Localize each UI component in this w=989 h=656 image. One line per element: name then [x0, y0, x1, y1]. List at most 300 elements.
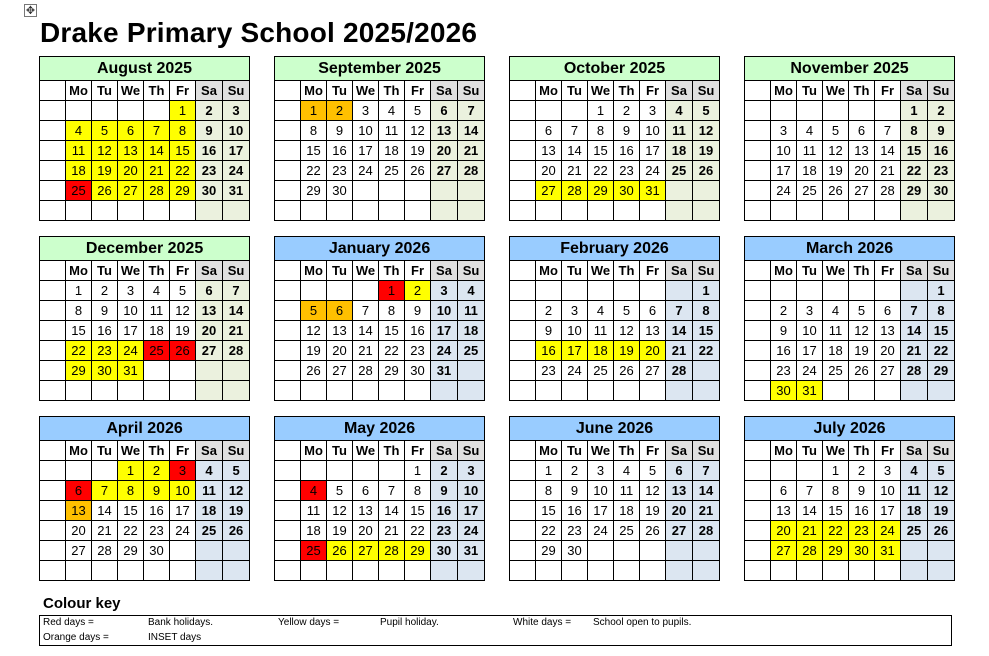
calendar-day: 17: [588, 501, 614, 521]
calendar-empty-cell: [666, 541, 693, 561]
calendar-day: 16: [536, 341, 562, 361]
weekday-header: Th: [144, 81, 170, 101]
week-row-label-cell: [40, 461, 66, 481]
weekday-header: We: [823, 81, 849, 101]
calendar-day: 4: [666, 101, 693, 121]
calendar-day: 10: [640, 121, 666, 141]
week-row-label-cell: [275, 101, 301, 121]
calendar-day: 2: [92, 281, 118, 301]
calendar-empty-cell: [875, 101, 901, 121]
calendar-day: 8: [379, 301, 405, 321]
week-row-label-cell: [40, 341, 66, 361]
calendar-day: 30: [771, 381, 797, 401]
calendar-day: 7: [901, 301, 928, 321]
weekday-header: Su: [223, 81, 250, 101]
week-row-label-cell: [275, 161, 301, 181]
weekday-header: Fr: [170, 261, 196, 281]
calendar-day: 21: [666, 341, 693, 361]
calendar-empty-cell: [771, 101, 797, 121]
calendar-day: 8: [170, 121, 196, 141]
calendar-day: 13: [640, 321, 666, 341]
calendar-day: 15: [536, 501, 562, 521]
calendar-empty-cell: [144, 101, 170, 121]
calendar-empty-cell: [92, 101, 118, 121]
calendar-day: 18: [144, 321, 170, 341]
calendar-empty-cell: [66, 561, 92, 581]
week-row-label-cell: [275, 181, 301, 201]
calendar-empty-cell: [771, 201, 797, 221]
week-row-label-cell: [745, 521, 771, 541]
calendar-day: 2: [614, 101, 640, 121]
calendar-empty-cell: [928, 201, 955, 221]
week-row-label-cell: [275, 341, 301, 361]
week-row-label-cell: [40, 121, 66, 141]
calendar-empty-cell: [849, 101, 875, 121]
calendar-day: 19: [92, 161, 118, 181]
calendar-empty-cell: [588, 381, 614, 401]
calendar-day: 25: [301, 541, 327, 561]
weekday-header: Su: [223, 261, 250, 281]
calendar-day: 3: [118, 281, 144, 301]
key-red-desc: Bank holidays.: [148, 617, 214, 628]
calendar-day: 18: [823, 341, 849, 361]
calendar-day: 16: [928, 141, 955, 161]
calendar-day: 5: [170, 281, 196, 301]
calendar-empty-cell: [614, 381, 640, 401]
month-title: December 2025: [40, 237, 250, 261]
calendar-day: 24: [223, 161, 250, 181]
calendar-day: 24: [588, 521, 614, 541]
weekday-header: Tu: [327, 81, 353, 101]
calendar-empty-cell: [588, 281, 614, 301]
weekday-header: Sa: [666, 441, 693, 461]
calendar-empty-cell: [666, 181, 693, 201]
calendar-empty-cell: [875, 281, 901, 301]
weekday-header: Th: [849, 81, 875, 101]
month-calendar: [39, 236, 249, 401]
calendar-day: 28: [353, 361, 379, 381]
calendar-empty-cell: [640, 381, 666, 401]
calendar-empty-cell: [797, 281, 823, 301]
calendar-day: 23: [196, 161, 223, 181]
calendar-day: 26: [693, 161, 720, 181]
calendar-day: 9: [196, 121, 223, 141]
calendar-day: 19: [823, 161, 849, 181]
calendar-day: 15: [301, 141, 327, 161]
calendar-day: 27: [875, 361, 901, 381]
calendar-day: 3: [431, 281, 458, 301]
calendar-day: 2: [536, 301, 562, 321]
calendar-day: 26: [928, 521, 955, 541]
month-title: March 2026: [745, 237, 955, 261]
calendar-empty-cell: [118, 381, 144, 401]
week-row-label-cell: [745, 121, 771, 141]
week-row-label-cell: [275, 201, 301, 221]
week-row-label-cell: [275, 141, 301, 161]
weekday-header: Th: [379, 81, 405, 101]
calendar-day: 28: [458, 161, 485, 181]
calendar-day: 30: [849, 541, 875, 561]
calendar-empty-cell: [327, 281, 353, 301]
table-move-handle-icon[interactable]: ✥: [25, 4, 36, 17]
calendar-day: 4: [458, 281, 485, 301]
calendar-empty-cell: [640, 201, 666, 221]
calendar-empty-cell: [640, 281, 666, 301]
weekday-header: Su: [693, 441, 720, 461]
calendar-empty-cell: [693, 541, 720, 561]
weekday-corner-cell: [745, 81, 771, 101]
calendar-day: 15: [170, 141, 196, 161]
month-calendar: [744, 236, 954, 401]
weekday-header: Su: [693, 81, 720, 101]
weekday-header: Mo: [301, 441, 327, 461]
weekday-header: Th: [849, 261, 875, 281]
week-row-label-cell: [275, 501, 301, 521]
calendar-empty-cell: [458, 201, 485, 221]
calendar-day: 29: [536, 541, 562, 561]
week-row-label-cell: [40, 321, 66, 341]
week-row-label-cell: [745, 101, 771, 121]
calendar-day: 8: [588, 121, 614, 141]
calendar-day: 19: [640, 501, 666, 521]
calendar-day: 11: [614, 481, 640, 501]
calendar-day: 27: [431, 161, 458, 181]
weekday-header: Fr: [640, 441, 666, 461]
calendar-day: 10: [223, 121, 250, 141]
calendar-day: 11: [797, 141, 823, 161]
calendar-day: 24: [118, 341, 144, 361]
calendar-day: 9: [562, 481, 588, 501]
calendar-empty-cell: [353, 181, 379, 201]
week-row-label-cell: [510, 181, 536, 201]
week-row-label-cell: [745, 201, 771, 221]
weekday-corner-cell: [40, 441, 66, 461]
calendar-day: 14: [693, 481, 720, 501]
calendar-day: 21: [875, 161, 901, 181]
weekday-header: We: [118, 441, 144, 461]
calendar-empty-cell: [901, 541, 928, 561]
weekday-header: Tu: [92, 261, 118, 281]
calendar-day: 31: [431, 361, 458, 381]
calendar-day: 5: [849, 301, 875, 321]
calendar-day: 1: [170, 101, 196, 121]
calendar-empty-cell: [327, 381, 353, 401]
calendar-day: 11: [458, 301, 485, 321]
weekday-header: Fr: [405, 441, 431, 461]
calendar-day: 27: [196, 341, 223, 361]
calendar-day: 30: [92, 361, 118, 381]
calendar-empty-cell: [66, 461, 92, 481]
calendar-day: 13: [327, 321, 353, 341]
calendar-empty-cell: [928, 541, 955, 561]
calendar-empty-cell: [666, 281, 693, 301]
calendar-day: 14: [144, 141, 170, 161]
calendar-day: 22: [588, 161, 614, 181]
week-row-label-cell: [275, 481, 301, 501]
calendar-empty-cell: [379, 181, 405, 201]
calendar-day: 13: [875, 321, 901, 341]
weekday-header: Th: [144, 261, 170, 281]
calendar-empty-cell: [458, 561, 485, 581]
calendar-day: 23: [92, 341, 118, 361]
calendar-empty-cell: [562, 201, 588, 221]
calendar-empty-cell: [588, 201, 614, 221]
weekday-header: Su: [458, 441, 485, 461]
calendar-empty-cell: [405, 381, 431, 401]
month-calendar: [39, 416, 249, 581]
weekday-header: We: [823, 441, 849, 461]
month-calendar: [509, 236, 719, 401]
calendar-day: 8: [928, 301, 955, 321]
calendar-day: 18: [588, 341, 614, 361]
calendar-day: 18: [614, 501, 640, 521]
calendar-empty-cell: [223, 381, 250, 401]
calendar-day: 25: [588, 361, 614, 381]
week-row-label-cell: [510, 121, 536, 141]
calendar-day: 17: [353, 141, 379, 161]
week-row-label-cell: [745, 341, 771, 361]
weekday-header: We: [353, 81, 379, 101]
calendar-day: 23: [536, 361, 562, 381]
week-row-label-cell: [745, 461, 771, 481]
calendar-day: 19: [405, 141, 431, 161]
month-title: February 2026: [510, 237, 720, 261]
calendar-day: 6: [353, 481, 379, 501]
calendar-empty-cell: [196, 561, 223, 581]
calendar-day: 1: [588, 101, 614, 121]
calendar-day: 6: [66, 481, 92, 501]
month-calendar: [274, 56, 484, 221]
calendar-empty-cell: [797, 461, 823, 481]
calendar-empty-cell: [353, 461, 379, 481]
calendar-day: 30: [431, 541, 458, 561]
calendar-day: 6: [640, 301, 666, 321]
calendar-day: 6: [875, 301, 901, 321]
calendar-day: 21: [562, 161, 588, 181]
weekday-header: Tu: [562, 261, 588, 281]
weekday-header: Fr: [640, 81, 666, 101]
calendar-day: 26: [301, 361, 327, 381]
calendar-day: 14: [666, 321, 693, 341]
calendar-day: 7: [353, 301, 379, 321]
calendar-empty-cell: [66, 201, 92, 221]
calendar-day: 17: [875, 501, 901, 521]
calendar-day: 29: [588, 181, 614, 201]
calendar-day: 28: [562, 181, 588, 201]
calendar-day: 6: [666, 461, 693, 481]
calendar-day: 29: [928, 361, 955, 381]
calendar-day: 9: [144, 481, 170, 501]
calendar-day: 5: [301, 301, 327, 321]
calendar-day: 26: [327, 541, 353, 561]
calendar-empty-cell: [170, 561, 196, 581]
calendar-day: 7: [92, 481, 118, 501]
calendar-day: 25: [666, 161, 693, 181]
calendar-day: 4: [823, 301, 849, 321]
calendar-day: 22: [823, 521, 849, 541]
calendar-day: 19: [170, 321, 196, 341]
calendar-day: 15: [66, 321, 92, 341]
calendar-day: 21: [92, 521, 118, 541]
calendar-empty-cell: [823, 281, 849, 301]
calendar-empty-cell: [170, 541, 196, 561]
calendar-day: 12: [823, 141, 849, 161]
calendar-day: 1: [118, 461, 144, 481]
week-row-label-cell: [275, 281, 301, 301]
weekday-header: Fr: [405, 81, 431, 101]
weekday-header: Mo: [301, 261, 327, 281]
calendar-empty-cell: [797, 201, 823, 221]
calendar-day: 5: [928, 461, 955, 481]
calendar-day: 7: [562, 121, 588, 141]
calendar-day: 1: [379, 281, 405, 301]
month-title: May 2026: [275, 417, 485, 441]
week-row-label-cell: [40, 381, 66, 401]
week-row-label-cell: [745, 481, 771, 501]
calendar-day: 10: [771, 141, 797, 161]
calendar-day: 15: [118, 501, 144, 521]
calendar-day: 27: [327, 361, 353, 381]
month-calendar: [274, 416, 484, 581]
calendar-day: 12: [640, 481, 666, 501]
month-title: August 2025: [40, 57, 250, 81]
calendar-day: 9: [928, 121, 955, 141]
calendar-empty-cell: [458, 181, 485, 201]
calendar-day: 23: [144, 521, 170, 541]
month-title: September 2025: [275, 57, 485, 81]
calendar-empty-cell: [92, 381, 118, 401]
calendar-day: 8: [693, 301, 720, 321]
calendar-day: 2: [771, 301, 797, 321]
calendar-empty-cell: [301, 381, 327, 401]
calendar-day: 28: [223, 341, 250, 361]
calendar-empty-cell: [196, 541, 223, 561]
calendar-empty-cell: [431, 561, 458, 581]
calendar-day: 13: [771, 501, 797, 521]
weekday-header: Fr: [405, 261, 431, 281]
calendar-empty-cell: [823, 201, 849, 221]
calendar-day: 15: [405, 501, 431, 521]
calendar-empty-cell: [431, 381, 458, 401]
calendar-day: 25: [196, 521, 223, 541]
calendar-day: 12: [327, 501, 353, 521]
calendar-day: 7: [379, 481, 405, 501]
calendar-day: 11: [901, 481, 928, 501]
week-row-label-cell: [40, 301, 66, 321]
weekday-header: Mo: [301, 81, 327, 101]
calendar-day: 31: [875, 541, 901, 561]
calendar-day: 31: [118, 361, 144, 381]
calendar-day: 8: [66, 301, 92, 321]
calendar-day: 29: [823, 541, 849, 561]
calendar-day: 29: [170, 181, 196, 201]
week-row-label-cell: [275, 361, 301, 381]
weekday-header: Mo: [771, 261, 797, 281]
calendar-empty-cell: [536, 281, 562, 301]
week-row-label-cell: [510, 381, 536, 401]
week-row-label-cell: [275, 121, 301, 141]
calendar-day: 9: [614, 121, 640, 141]
calendar-day: 27: [536, 181, 562, 201]
calendar-day: 16: [562, 501, 588, 521]
calendar-day: 30: [928, 181, 955, 201]
calendar-day: 23: [928, 161, 955, 181]
calendar-day: 6: [196, 281, 223, 301]
weekday-header: We: [823, 261, 849, 281]
calendar-day: 12: [170, 301, 196, 321]
weekday-corner-cell: [510, 441, 536, 461]
calendar-empty-cell: [693, 561, 720, 581]
calendar-day: 3: [797, 301, 823, 321]
week-row-label-cell: [275, 321, 301, 341]
calendar-day: 9: [92, 301, 118, 321]
calendar-day: 11: [66, 141, 92, 161]
calendar-day: 11: [588, 321, 614, 341]
week-row-label-cell: [40, 501, 66, 521]
calendar-empty-cell: [327, 461, 353, 481]
weekday-header: Sa: [901, 81, 928, 101]
weekday-header: Mo: [536, 261, 562, 281]
calendar-day: 5: [614, 301, 640, 321]
calendar-day: 17: [640, 141, 666, 161]
week-row-label-cell: [745, 321, 771, 341]
calendar-day: 3: [223, 101, 250, 121]
week-row-label-cell: [745, 501, 771, 521]
calendar-empty-cell: [170, 381, 196, 401]
month-calendar: [744, 416, 954, 581]
week-row-label-cell: [40, 181, 66, 201]
calendar-empty-cell: [66, 101, 92, 121]
weekday-header: Tu: [562, 81, 588, 101]
calendar-day: 20: [536, 161, 562, 181]
weekday-header: We: [588, 261, 614, 281]
calendar-day: 22: [66, 341, 92, 361]
weekday-header: Sa: [431, 261, 458, 281]
calendar-day: 18: [458, 321, 485, 341]
calendar-day: 10: [431, 301, 458, 321]
key-white-desc: School open to pupils.: [593, 617, 692, 628]
calendar-empty-cell: [66, 381, 92, 401]
calendar-day: 5: [405, 101, 431, 121]
weekday-header: Tu: [797, 261, 823, 281]
calendar-empty-cell: [614, 281, 640, 301]
calendar-empty-cell: [562, 561, 588, 581]
month-title: June 2026: [510, 417, 720, 441]
calendar-day: 12: [223, 481, 250, 501]
calendar-empty-cell: [144, 381, 170, 401]
week-row-label-cell: [275, 381, 301, 401]
calendar-day: 26: [823, 181, 849, 201]
calendar-day: 28: [693, 521, 720, 541]
calendar-day: 29: [901, 181, 928, 201]
calendar-empty-cell: [928, 561, 955, 581]
calendar-empty-cell: [536, 201, 562, 221]
calendar-empty-cell: [693, 201, 720, 221]
weekday-corner-cell: [40, 81, 66, 101]
calendar-day: 23: [405, 341, 431, 361]
calendar-empty-cell: [144, 561, 170, 581]
calendar-day: 19: [693, 141, 720, 161]
calendar-empty-cell: [405, 201, 431, 221]
calendar-day: 24: [562, 361, 588, 381]
calendar-day: 3: [353, 101, 379, 121]
calendar-day: 16: [849, 501, 875, 521]
calendar-day: 21: [458, 141, 485, 161]
calendar-empty-cell: [823, 101, 849, 121]
calendar-day: 14: [562, 141, 588, 161]
calendar-empty-cell: [614, 561, 640, 581]
calendar-empty-cell: [771, 561, 797, 581]
